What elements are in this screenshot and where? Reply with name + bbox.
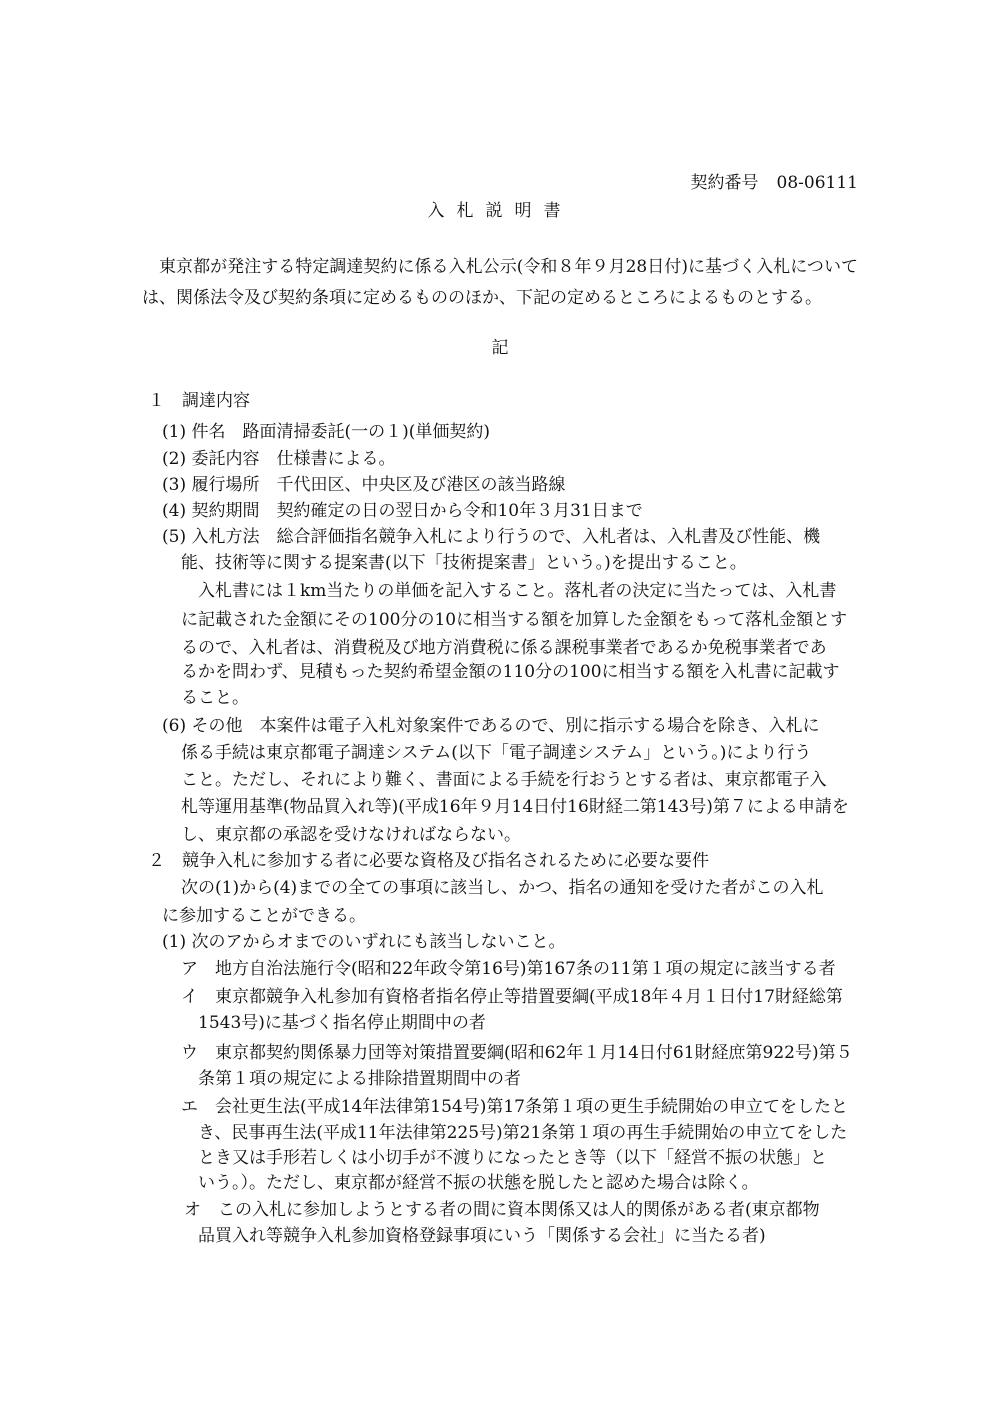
item-2-1: (1) 次のアからオまでのいずれにも該当しないこと。 <box>162 932 566 952</box>
item-1-6-line-4: 札等運用基準(物品買入れ等)(平成16年９月14日付16財経二第143号)第７による申請を <box>181 797 849 817</box>
item-1-3: (3) 履行場所 千代田区、中央区及び港区の該当路線 <box>162 475 566 495</box>
item-2-1-u-line-1: ウ 東京都契約関係暴力団等対策措置要綱(昭和62年１月14日付61財経庶第922号)第５ <box>181 1043 853 1063</box>
item-2-1-a: ア 地方自治法施行令(昭和22年政令第16号)第167条の11第１項の規定に該当する者 <box>181 959 836 979</box>
contract-number-value: 08-06111 <box>776 173 858 193</box>
item-1-2: (2) 委託内容 仕様書による。 <box>162 449 396 469</box>
item-1-5-para-line-4: るかを問わず、見積もった契約希望金額の110分の100に相当する額を入札書に記載す <box>181 662 840 682</box>
section-1-heading: １ 調達内容 <box>148 391 250 411</box>
item-1-5-para-line-1: 入札書には１km当たりの単価を記入すること。落札者の決定に当たっては、入札書 <box>198 581 837 601</box>
item-2-1-i-line-1: イ 東京都競争入札参加有資格者指名停止等措置要綱(平成18年４月１日付17財経総第 <box>181 987 843 1007</box>
item-1-1: (1) 件名 路面清掃委託(一の１)(単価契約) <box>162 422 491 442</box>
item-2-1-i-line-2: 1543号)に基づく指名停止期間中の者 <box>198 1013 486 1033</box>
item-2-1-o-line-1: オ この入札に参加しようとする者の間に資本関係又は人的関係がある者(東京都物 <box>184 1200 820 1220</box>
document-title: 入札説明書 <box>427 201 573 221</box>
intro-paragraph: 東京都が発注する特定調達契約に係る入札公示(令和８年９月28日付)に基づく入札については、関係法令及び契約条項に定めるもののほか、下記の定めるところによるものとする。 <box>142 257 858 309</box>
item-1-5-line-1: (5) 入札方法 総合評価指名競争入札により行うので、入札者は、入札書及び性能、機 <box>162 527 821 547</box>
item-2-1-e-line-2: き、民事再生法(平成11年法律第225号)第21条第１項の再生手続開始の申立てをした <box>198 1123 848 1143</box>
contract-number-label: 契約番号 <box>690 173 759 193</box>
section-2-heading: ２ 競争入札に参加する者に必要な資格及び指名されるために必要な要件 <box>148 851 709 871</box>
item-2-1-e-line-3: とき又は手形若しくは小切手が不渡りになったとき等（以下「経営不振の状態」と <box>198 1148 827 1168</box>
item-1-5-para-line-3: るので、入札者は、消費税及び地方消費税に係る課税事業者であるか免税事業者であ <box>181 638 827 658</box>
item-1-5-para-line-2: に記載された金額にその100分の10に相当する額を加算した金額をもって落札金額とす <box>181 610 848 630</box>
item-1-4: (4) 契約期間 契約確定の日の翌日から令和10年３月31日まで <box>162 501 643 521</box>
section-2-intro-line-1: 次の(1)から(4)までの全ての事項に該当し、かつ、指名の通知を受けた者がこの入札 <box>181 878 824 898</box>
contract-number <box>691 170 858 196</box>
item-2-1-e-line-1: エ 会社更生法(平成14年法律第154号)第17条第１項の更生手続開始の申立てをしたと <box>181 1097 848 1117</box>
item-2-1-e-line-4: いう。）。ただし、東京都が経営不振の状態を脱したと認めた場合は除く。 <box>198 1173 759 1193</box>
section-2-intro-line-2: に参加することができる。 <box>162 906 366 926</box>
item-1-6-line-5: し、東京都の承認を受けなければならない。 <box>181 825 521 845</box>
item-2-1-o-line-2: 品買入れ等競争入札参加資格登録事項にいう「関係する会社」に当たる者) <box>198 1226 766 1246</box>
item-1-6-line-3: こと。ただし、それにより難く、書面による手続を行おうとする者は、東京都電子入 <box>181 770 827 790</box>
item-2-1-u-line-2: 条第１項の規定による排除措置期間中の者 <box>198 1069 521 1089</box>
item-1-5-para-line-5: ること。 <box>181 688 249 708</box>
item-1-6-line-1: (6) その他 本案件は電子入札対象案件であるので、別に指示する場合を除き、入札に <box>162 716 820 736</box>
item-1-5-line-2: 能、技術等に関する提案書(以下「技術提案書」という。)を提出すること。 <box>181 553 747 573</box>
ki-marker: 記 <box>491 338 509 358</box>
item-1-6-line-2: 係る手続は東京都電子調達システム(以下「電子調達システム」という。)により行う <box>181 743 812 763</box>
